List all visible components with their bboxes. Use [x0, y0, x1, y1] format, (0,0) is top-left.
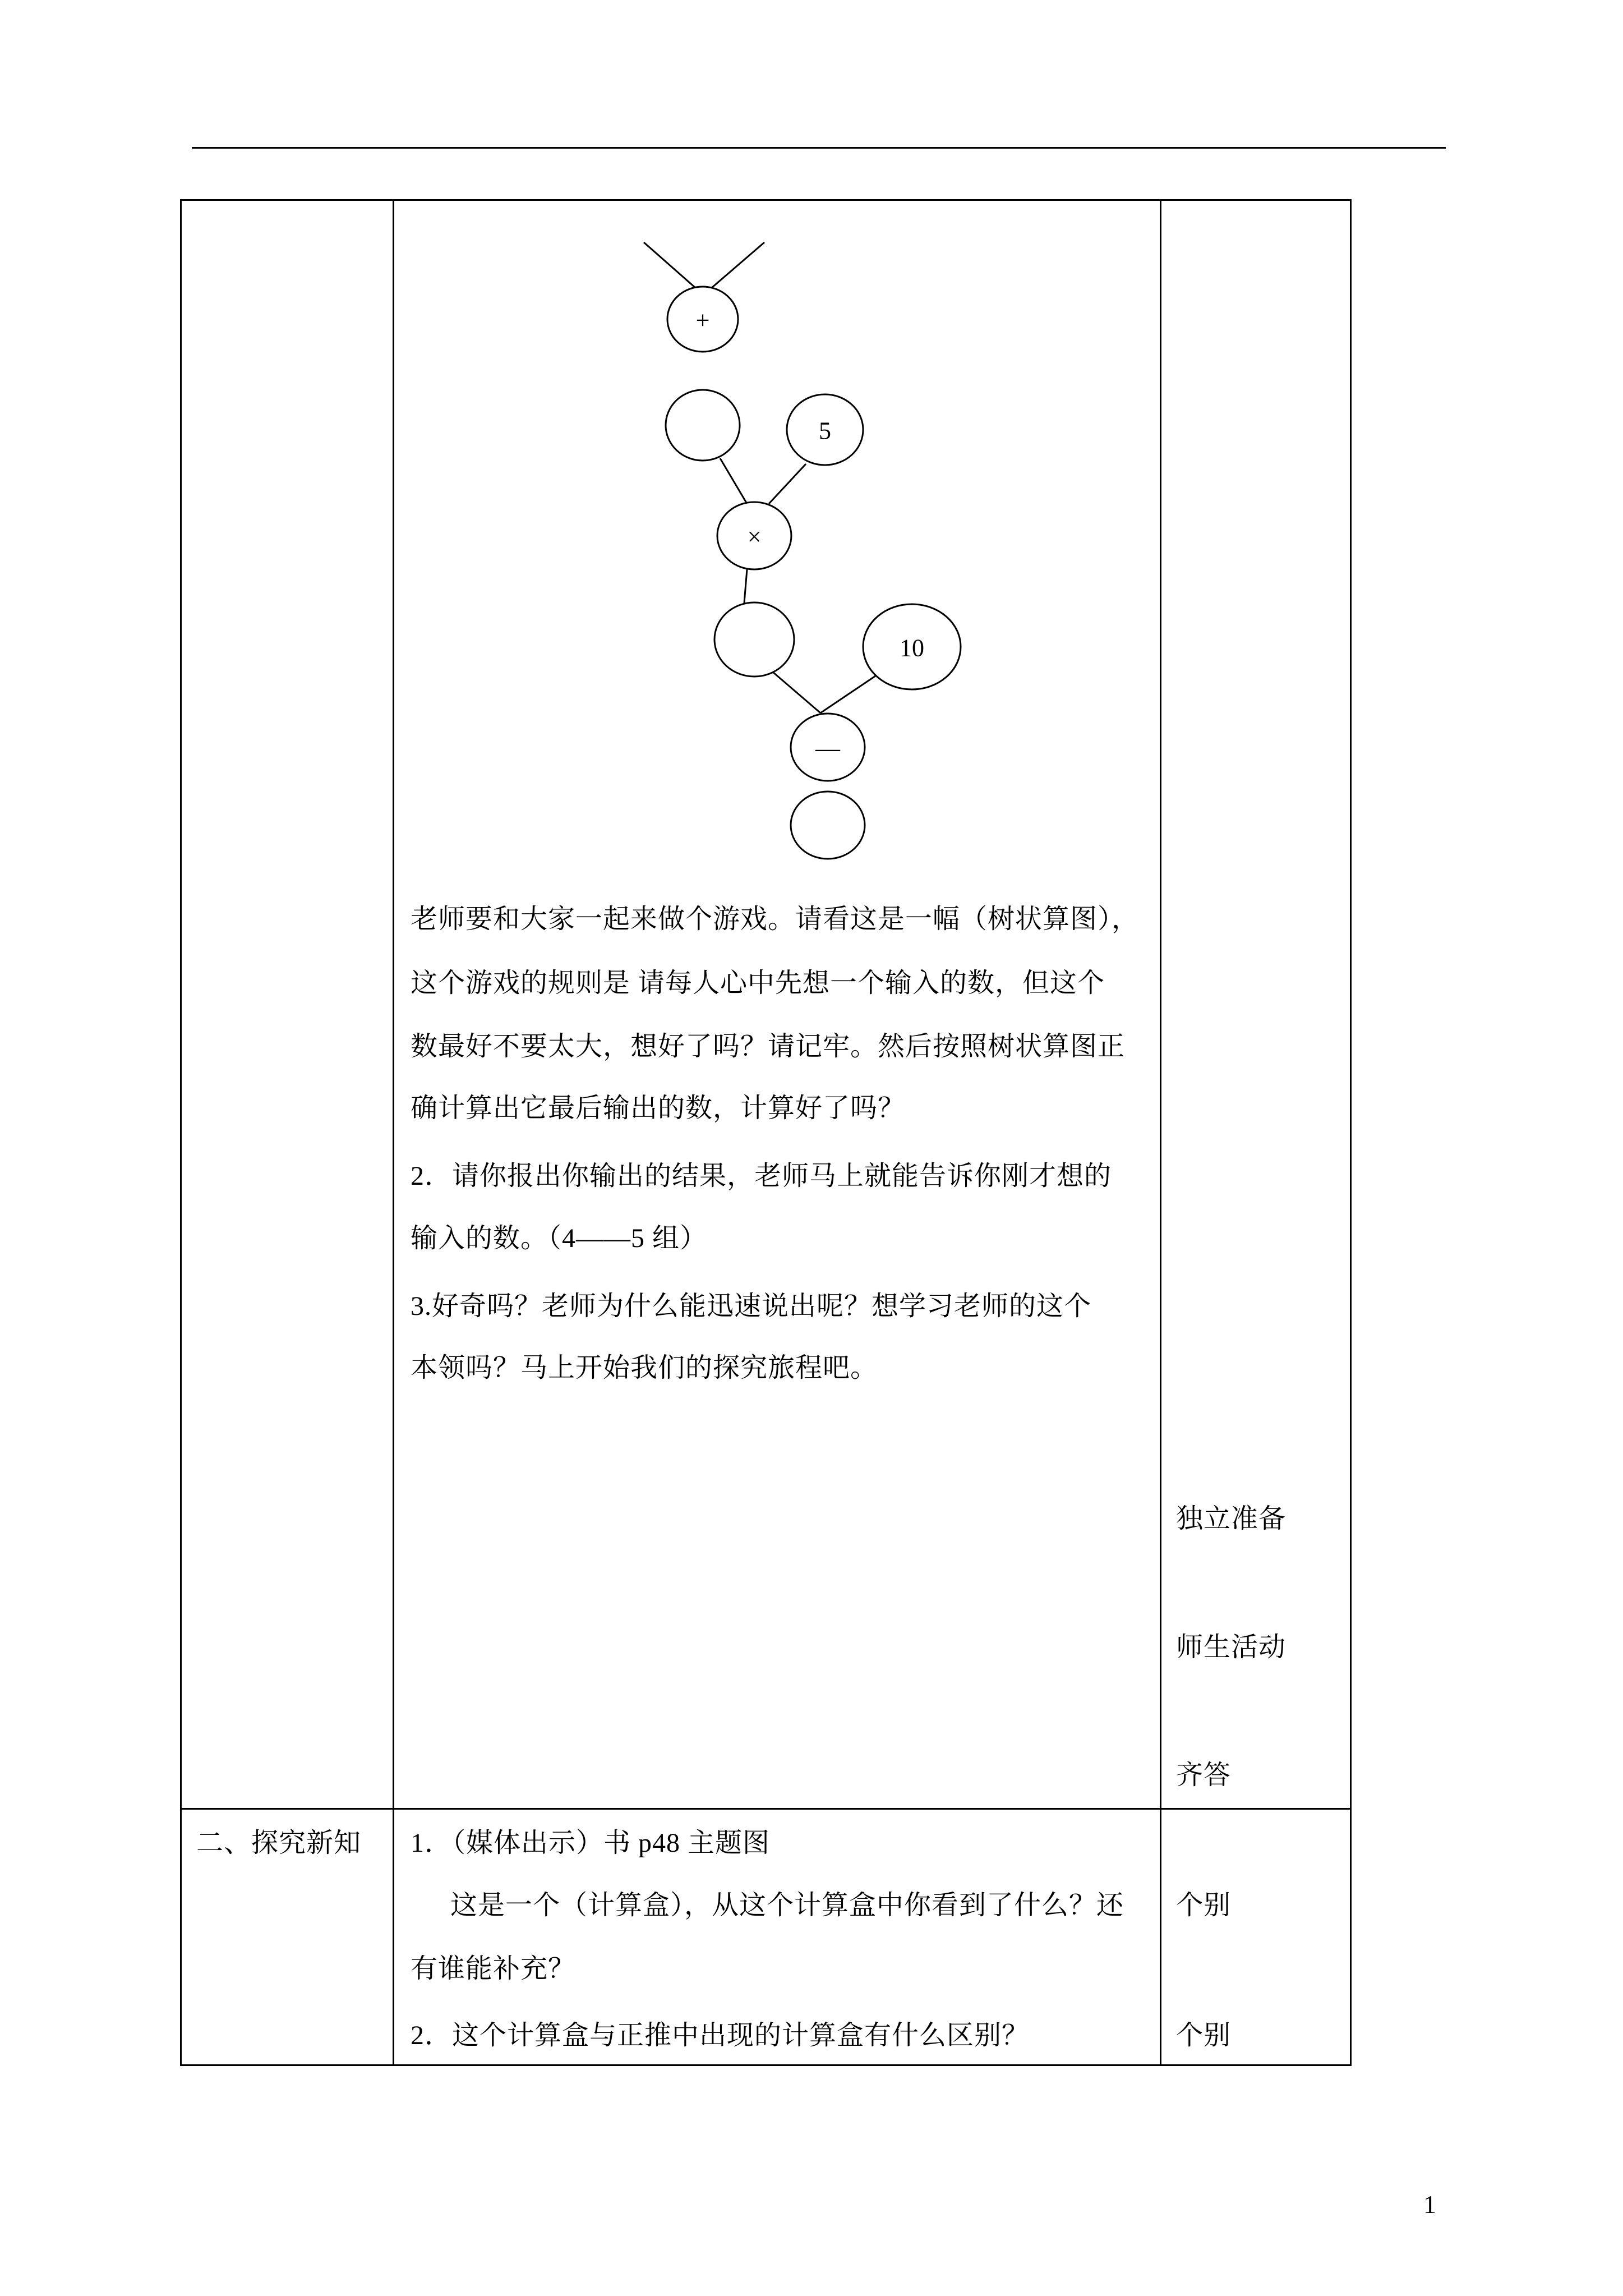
activity-note: 个别	[1176, 2021, 1232, 2050]
tree-node-plus	[667, 287, 738, 352]
content-line: 2．请你报出你输出的结果，老师马上就能告诉你刚才想的	[411, 1161, 1112, 1191]
content-line: 1．（媒体出示）书 p48 主题图	[411, 1828, 771, 1858]
activity-note: 齐答	[1176, 1760, 1232, 1790]
page-number: 1	[1423, 2190, 1436, 2219]
tree-edge	[644, 242, 695, 288]
activity-note: 个别	[1176, 1890, 1232, 1920]
content-line: 这是一个（计算盒），从这个计算盒中你看到了什么？还	[450, 1890, 1124, 1920]
activity-cell	[1160, 199, 1352, 1810]
tree-node-label: 5	[819, 417, 831, 445]
tree-edge	[820, 676, 875, 713]
tree-edge	[720, 458, 747, 504]
content-line: 确计算出它最后输出的数，计算好了吗？	[411, 1093, 906, 1123]
activity-note: 师生活动	[1176, 1632, 1287, 1662]
tree-edge	[744, 569, 747, 603]
content-line: 2．这个计算盒与正推中出现的计算盒有什么区别？	[411, 2021, 1030, 2050]
tree-node-intermediate	[714, 602, 794, 677]
tree-node-input	[666, 390, 740, 461]
tree-node-times	[717, 502, 791, 569]
tree-node-five	[787, 394, 863, 465]
content-cell	[393, 1808, 1161, 2066]
stage-cell	[180, 199, 394, 1810]
content-line: 这个游戏的规则是 请每人心中先想一个输入的数，但这个	[411, 968, 1105, 998]
stage-cell	[180, 1808, 394, 2066]
tree-node-output	[791, 792, 865, 859]
tree-node-label: —	[815, 734, 840, 762]
tree-edge	[712, 242, 764, 288]
content-line: 本领吗？马上开始我们的探究旅程吧。	[411, 1353, 878, 1383]
content-cell	[393, 199, 1161, 1810]
tree-calculation-diagram	[619, 226, 983, 871]
tree-node-label: +	[695, 306, 710, 334]
tree-edge	[769, 464, 806, 504]
stage-label: 二、探究新知	[196, 1828, 362, 1858]
content-line: 数最好不要太大，想好了吗？请记牢。然后按照树状算图正	[411, 1032, 1126, 1061]
activity-cell	[1160, 1808, 1352, 2066]
tree-node-minus	[791, 714, 865, 781]
tree-node-ten	[863, 604, 961, 689]
content-line: 输入的数。（4——5 组）	[411, 1223, 708, 1253]
tree-node-label: ×	[747, 523, 762, 551]
activity-note: 独立准备	[1176, 1504, 1287, 1534]
content-line: 老师要和大家一起来做个游戏。请看这是一幅（树状算图），	[411, 904, 1140, 934]
tree-node-label: 10	[900, 634, 924, 662]
content-line: 有谁能补充？	[411, 1954, 576, 1984]
tree-edge	[773, 672, 820, 713]
content-line: 3.好奇吗？老师为什么能迅速说出呢？想学习老师的这个	[411, 1291, 1092, 1321]
